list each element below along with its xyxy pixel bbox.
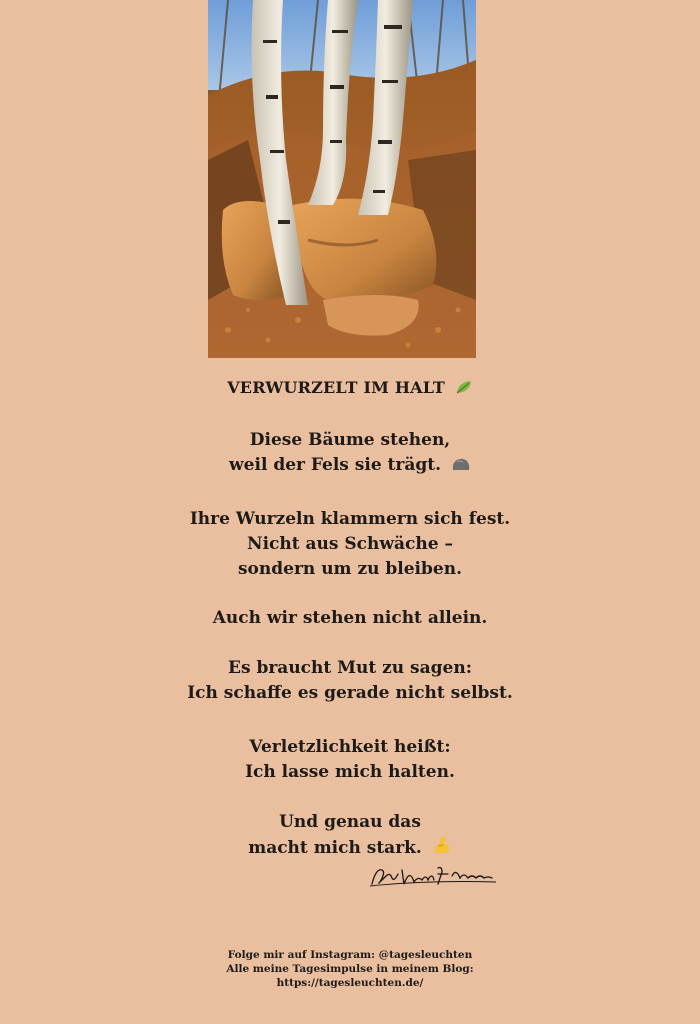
poem-line: macht mich stark. [248, 838, 422, 858]
birch-trees-on-rock-photo [208, 0, 476, 358]
poem-line: Ihre Wurzeln klammern sich fest. [189, 509, 511, 529]
poem-line: Ich schaffe es gerade nicht selbst. [187, 683, 513, 703]
poem-line: Auch wir stehen nicht allein. [212, 608, 488, 628]
stanza-1 [0, 428, 700, 480]
blog-link[interactable]: https://tagesleuchten.de/ [276, 977, 424, 989]
rock-icon [451, 455, 471, 480]
handwritten-signature [368, 862, 498, 890]
footer [0, 948, 700, 990]
stanza-5 [0, 735, 700, 785]
poem-line: Und genau das [279, 812, 421, 832]
stanza-6 [0, 810, 700, 863]
poem-line: Diese Bäume stehen, [249, 430, 451, 450]
stanza-2 [0, 507, 700, 582]
poem-line: Ich lasse mich halten. [245, 762, 455, 782]
stanza-3 [0, 606, 700, 631]
blog-line: Alle meine Tagesimpulse in meinem Blog: [226, 963, 474, 975]
leaf-icon [455, 379, 473, 399]
poem-line: Nicht aus Schwäche – [247, 534, 453, 554]
instagram-line: Folge mir auf Instagram: @tagesleuchten [227, 949, 473, 961]
flexed-biceps-icon [432, 835, 452, 863]
poem-line: sondern um zu bleiben. [237, 559, 462, 579]
hero-photo [208, 0, 476, 358]
poem-line: Verletzlichkeit heißt: [249, 737, 451, 757]
poem-line: weil der Fels sie trägt. [229, 455, 442, 475]
stanza-4 [0, 656, 700, 706]
poem-title-text: VERWURZELT IM HALT [227, 378, 446, 397]
poem-line: Es braucht Mut zu sagen: [228, 658, 472, 678]
poem-title [0, 378, 700, 399]
